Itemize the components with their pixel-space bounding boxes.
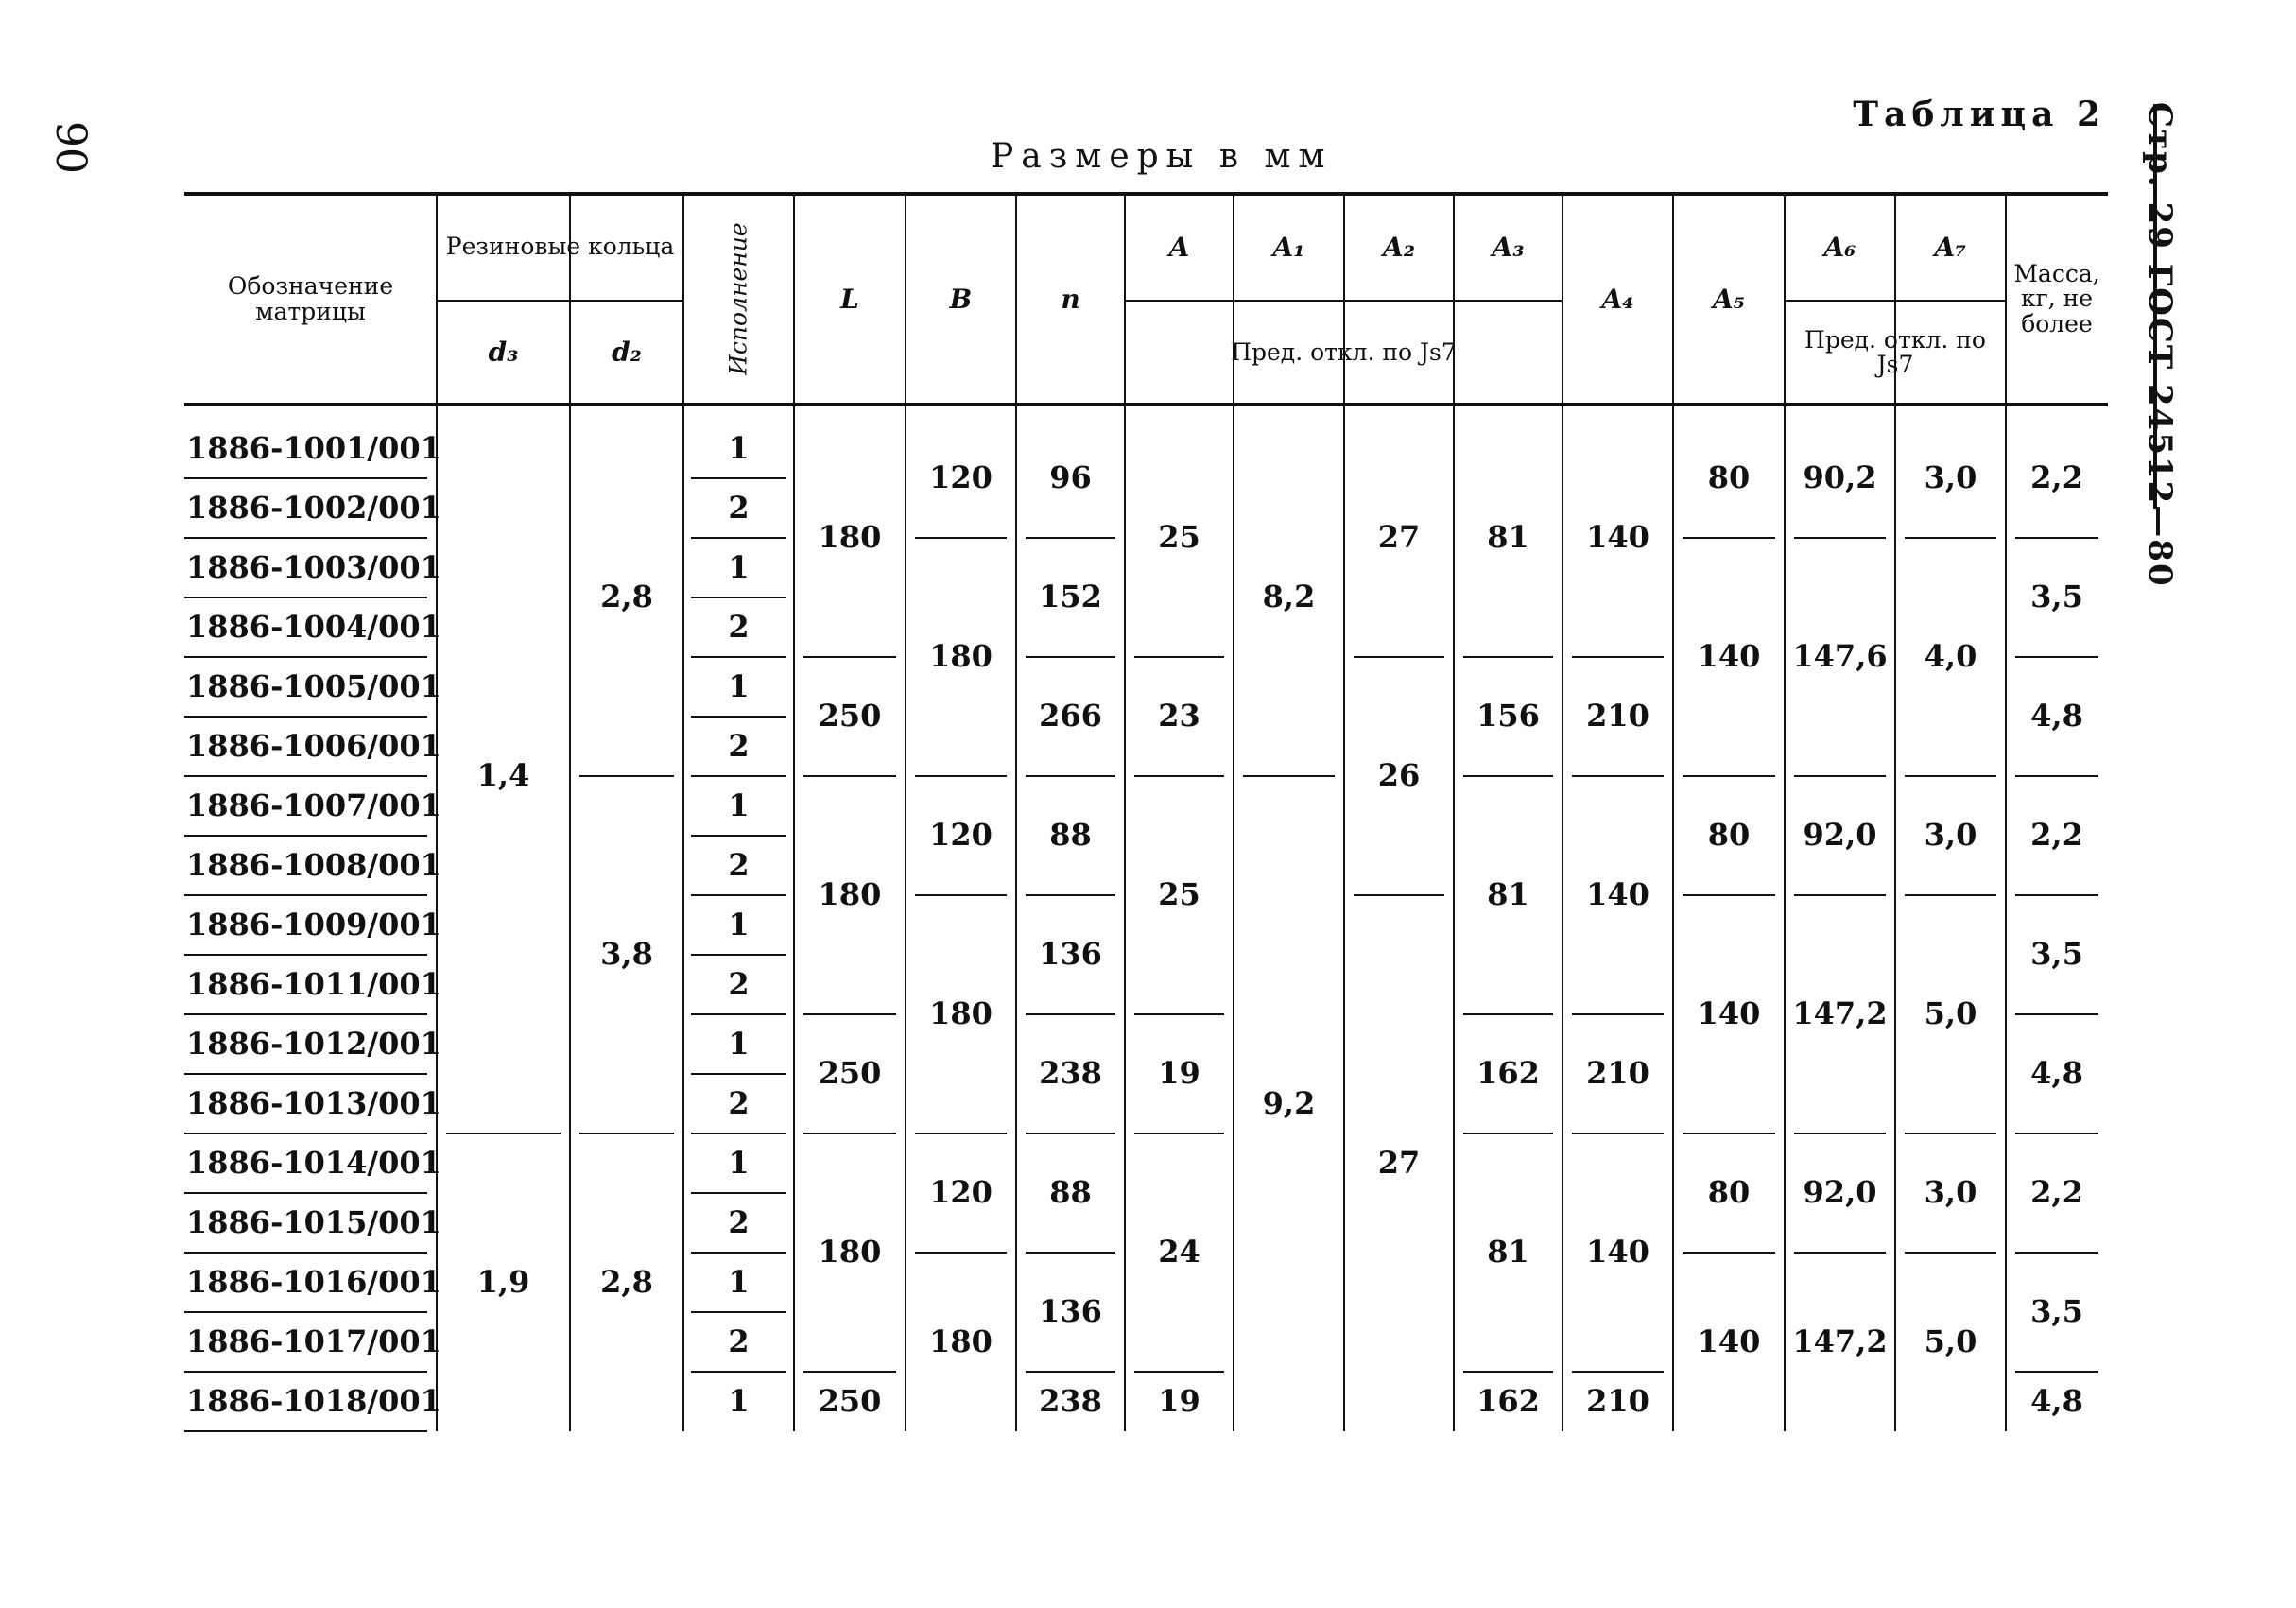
designation-cell: 1886-1008/001 [186,846,441,883]
n-value: 88 [1049,1174,1092,1211]
units-caption: Размеры в мм [991,137,1333,176]
header-tolerance-2: Пред. откл. по Js7 [1804,325,1986,378]
a2-value: 27 [1377,519,1421,556]
a7-value: 4,0 [1924,638,1977,675]
b-value: 180 [929,1323,993,1359]
a2-value: 26 [1377,757,1421,794]
b-value: 120 [929,459,993,496]
n-value: 266 [1039,698,1102,735]
mass-value: 3,5 [2030,936,2083,973]
a6-value: 147,6 [1792,638,1888,675]
table-title: Таблица 2 [1853,95,2106,134]
a6-value: 147,2 [1792,1323,1888,1359]
designation-cell: 1886-1004/001 [186,608,441,645]
a6-value: 147,2 [1792,995,1888,1032]
l-value: 180 [818,876,882,913]
designation-cell: 1886-1017/001 [186,1323,441,1359]
a4-value: 210 [1586,1382,1649,1419]
d3-value: 1,4 [476,757,530,794]
execution-cell: 2 [728,846,750,883]
a2-value: 27 [1377,1144,1421,1181]
designation-cell: 1886-1015/001 [186,1203,441,1240]
a3-value: 81 [1487,876,1529,913]
execution-cell: 1 [728,548,750,585]
l-value: 180 [818,1234,882,1271]
header-A3: A₃ [1492,231,1525,263]
execution-cell: 2 [728,727,750,764]
d2-value: 2,8 [600,579,653,615]
a5-value: 80 [1707,1174,1751,1211]
header-A5: A₅ [1713,283,1745,315]
execution-cell: 2 [728,1323,750,1359]
a7-value: 5,0 [1924,995,1977,1032]
a7-value: 3,0 [1924,459,1977,496]
header-rubber-rings: Резиновые кольца [445,233,675,261]
a-value: 19 [1158,1055,1200,1092]
a5-value: 80 [1707,817,1751,854]
header-A4: A₄ [1601,283,1634,315]
execution-cell: 2 [728,1203,750,1240]
header-A1: A₁ [1272,231,1305,263]
designation-cell: 1886-1005/001 [186,667,441,704]
designation-cell: 1886-1006/001 [186,727,441,764]
execution-cell: 1 [728,667,750,704]
header-A6: A₆ [1823,231,1856,263]
header-A7: A₇ [1934,231,1967,263]
a5-value: 140 [1697,995,1761,1032]
a1-value: 9,2 [1262,1084,1316,1121]
a3-value: 156 [1476,698,1540,735]
a-value: 23 [1158,698,1200,735]
l-value: 250 [818,698,882,735]
header-execution-label: Исполнение [724,222,752,376]
a6-value: 92,0 [1803,1174,1877,1211]
a6-value: 90,2 [1803,459,1877,496]
header-A2: A₂ [1383,231,1415,263]
designation-cell: 1886-1007/001 [186,787,441,823]
b-value: 120 [929,817,993,854]
b-value: 180 [929,995,993,1032]
mass-value: 4,8 [2030,698,2083,735]
a7-value: 3,0 [1924,1174,1977,1211]
d3-value: 1,9 [476,1263,530,1300]
page-number: 90 [46,121,95,174]
a-value: 25 [1158,876,1200,913]
a3-value: 81 [1487,519,1529,556]
n-value: 136 [1039,1293,1102,1330]
execution-cell: 2 [728,608,750,645]
a7-value: 3,0 [1924,817,1977,854]
a5-value: 140 [1697,638,1761,675]
designation-cell: 1886-1016/001 [186,1263,441,1300]
a4-value: 210 [1586,1055,1649,1092]
a5-value: 140 [1697,1323,1761,1359]
header-L: L [840,283,859,315]
a4-value: 210 [1586,698,1649,735]
a-value: 19 [1158,1382,1200,1419]
a3-value: 162 [1476,1382,1540,1419]
n-value: 88 [1049,817,1092,854]
header-B: B [949,283,973,315]
header-mass: Масса, кг, не более [2013,260,2100,337]
n-value: 152 [1039,579,1102,615]
a6-value: 92,0 [1803,817,1877,854]
n-value: 136 [1039,936,1102,973]
execution-cell: 1 [728,1144,750,1181]
header-n: n [1061,283,1080,315]
designation-cell: 1886-1012/001 [186,1025,441,1062]
execution-cell: 1 [728,1382,750,1419]
execution-cell: 2 [728,1084,750,1121]
designation-cell: 1886-1018/001 [186,1382,441,1419]
header-d2: d₂ [612,337,642,369]
l-value: 180 [818,519,882,556]
designation-cell: 1886-1001/001 [186,429,441,466]
designation-cell: 1886-1014/001 [186,1144,441,1181]
n-value: 238 [1039,1055,1102,1092]
execution-cell: 1 [728,1263,750,1300]
mass-value: 2,2 [2030,817,2083,854]
mass-value: 3,5 [2030,1293,2083,1330]
side-header: Стр. 29 ГОСТ 24512—80 [2141,102,2179,588]
a3-value: 162 [1476,1055,1540,1092]
a4-value: 140 [1586,876,1649,913]
mass-value: 3,5 [2030,579,2083,615]
a7-value: 5,0 [1924,1323,1977,1359]
a3-value: 81 [1487,1234,1529,1271]
a4-value: 140 [1586,1234,1649,1271]
a1-value: 8,2 [1262,579,1316,615]
mass-value: 4,8 [2030,1055,2083,1092]
execution-cell: 1 [728,906,750,942]
header-A: A [1168,231,1190,263]
header-execution [683,194,794,405]
mass-value: 2,2 [2030,459,2083,496]
designation-cell: 1886-1003/001 [186,548,441,585]
header-tolerance: Пред. откл. по Js7 [1231,337,1457,366]
designation-cell: 1886-1009/001 [186,906,441,942]
b-value: 180 [929,638,993,675]
d2-value: 3,8 [600,936,653,973]
a-value: 25 [1158,519,1200,556]
l-value: 250 [818,1382,882,1419]
a5-value: 80 [1707,459,1751,496]
d2-value: 2,8 [600,1263,653,1300]
execution-cell: 1 [728,1025,750,1062]
l-value: 250 [818,1055,882,1092]
designation-cell: 1886-1002/001 [186,489,441,526]
execution-cell: 1 [728,429,750,466]
n-value: 96 [1049,459,1092,496]
mass-value: 4,8 [2030,1382,2083,1419]
designation-cell: 1886-1011/001 [186,965,441,1002]
a-value: 24 [1158,1234,1200,1271]
header-d3: d₃ [488,337,519,369]
a4-value: 140 [1586,519,1649,556]
designation-cell: 1886-1013/001 [186,1084,441,1121]
header-designation: Обозначение матрицы [227,272,394,325]
execution-cell: 2 [728,965,750,1002]
execution-cell: 2 [728,489,750,526]
b-value: 120 [929,1174,993,1211]
n-value: 238 [1039,1382,1102,1419]
mass-value: 2,2 [2030,1174,2083,1211]
execution-cell: 1 [728,787,750,823]
